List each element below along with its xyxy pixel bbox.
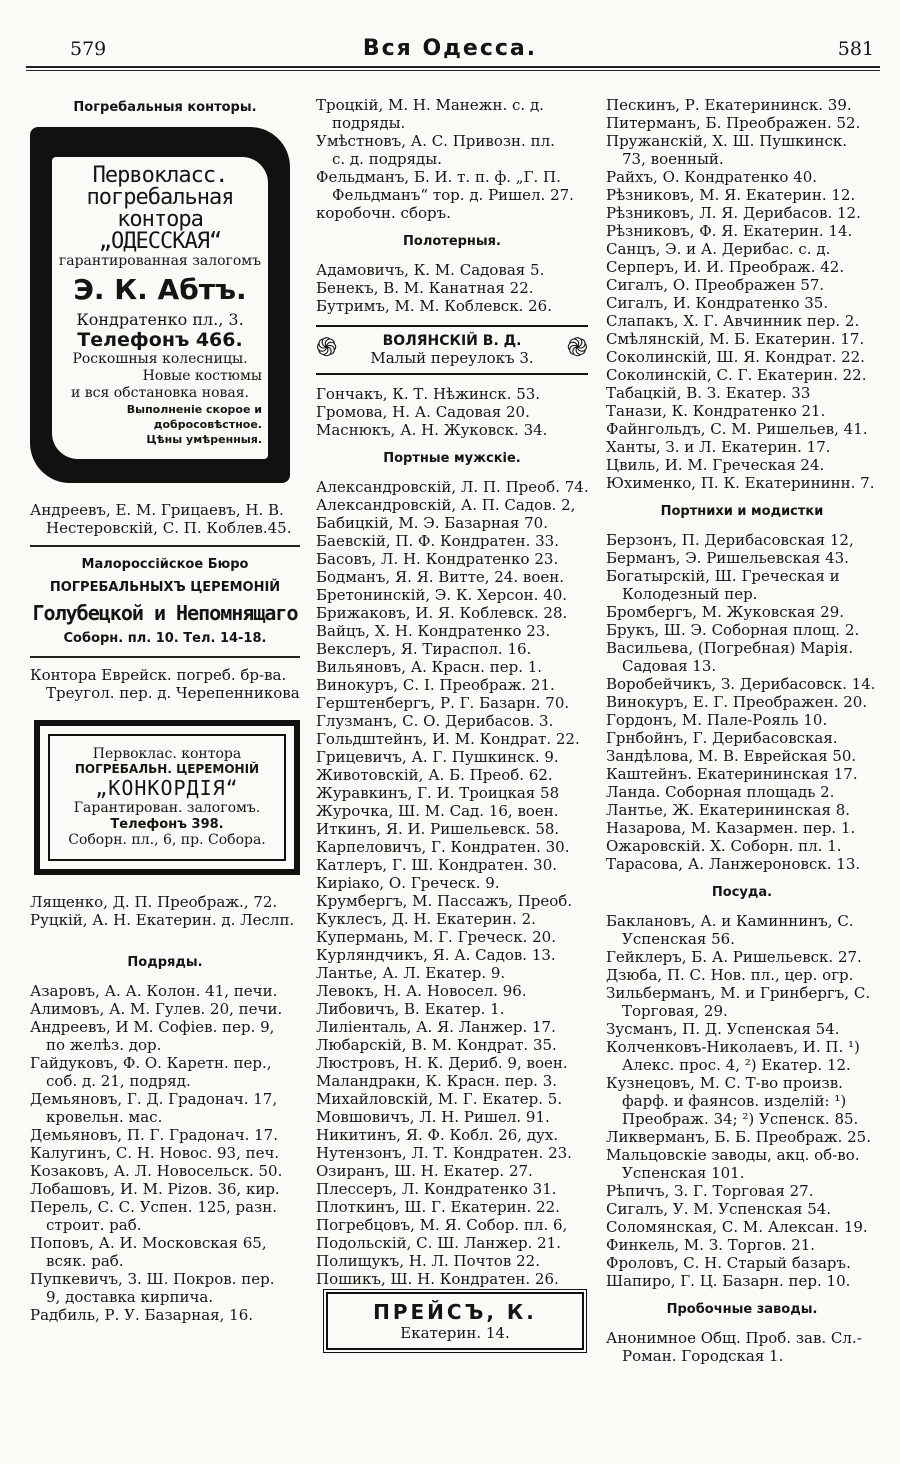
list-item: Азаровъ, А. А. Колон. 41, печи. (30, 982, 278, 1000)
list-item: Сигалъ, О. Преображен 57. (606, 276, 825, 294)
advert-line: Роскошныя колесницы. (72, 351, 248, 367)
list-item: Соломянская, С. М. Алексан. 19. (606, 1218, 868, 1236)
list-item: Успенская 101. (622, 1164, 745, 1182)
header-rule (26, 66, 880, 68)
list-item: Шапиро, Г. Ц. Базарн. пер. 10. (606, 1272, 851, 1290)
advert-phone: Телефонъ 398. (110, 817, 224, 832)
section-title: Подряды. (127, 955, 203, 970)
list-item: Люстровъ, Н. К. Дериб. 9, воен. (316, 1054, 568, 1072)
column-left (30, 96, 300, 1324)
list-item: Александровскій, Л. П. Преоб. 74. (316, 478, 589, 496)
list-item: Демьяновъ, Г. Д. Градонач. 17, (30, 1090, 278, 1108)
tailors-list-cont (606, 96, 878, 492)
list-item: Фельдманъ“ тор. д. Ришел. 27. (332, 186, 574, 204)
advert-line: Гарантирован. залогомъ. (73, 800, 261, 816)
list-item: Пружанскій, Х. Ш. Пушкинск. (606, 132, 847, 150)
list-item: Рѣзниковъ, Ф. Я. Екатерин. 14. (606, 222, 853, 240)
list-item: Танази, К. Кондратенко 21. (606, 402, 826, 420)
list-item: Курляндчикъ, Я. А. Садов. 13. (316, 946, 556, 964)
list-item: Серперъ, И. И. Преображ. 42. (606, 258, 845, 276)
advert-name: ВОЛЯНСКІЙ В. Д. (382, 333, 522, 349)
list-item: Брукъ, Ш. Э. Соборная площ. 2. (606, 621, 860, 639)
advert-line: Выполненіе скорое и (126, 403, 262, 416)
list-item: Зандѣлова, М. В. Еврейская 50. (606, 747, 857, 765)
list-item: Ликверманъ, Б. Б. Преображ. 25. (606, 1128, 871, 1146)
list-item: Левокъ, Н. А. Новосел. 96. (316, 982, 527, 1000)
list-item: Бенекъ, В. М. Канатная 22. (316, 279, 534, 297)
section-title: Полотерныя. (403, 234, 501, 249)
list-item: Глузманъ, С. О. Дерибасов. 3. (316, 712, 554, 730)
list-item: Адамовичъ, К. М. Садовая 5. (316, 261, 545, 279)
list-item: Питерманъ, Б. Преображен. 52. (606, 114, 861, 132)
list-item: Михайловскій, М. Г. Екатер. 5. (316, 1090, 563, 1108)
dishes-list (606, 912, 878, 1290)
list-item: Рѣпичъ, З. Г. Торговая 27. (606, 1182, 814, 1200)
list-item: Ланда. Соборная площадь 2. (606, 783, 835, 801)
floor-polishers-list-cont (316, 385, 588, 439)
advert-address: Кондратенко пл., 3. (76, 310, 244, 329)
section-title: Посуда. (711, 885, 773, 900)
list-item: Перель, С. С. Успен. 125, разн. (30, 1198, 278, 1216)
list-item: Калугинъ, С. Н. Новос. 93, печ. (30, 1144, 280, 1162)
advert-name: Э. К. Абтъ. (73, 273, 247, 306)
bureau-line: ПОГРЕБАЛЬНЫХЪ ЦЕРЕМОНІЙ (49, 580, 281, 595)
list-item: Лобашовъ, И. М. Рizов. 36, кир. (30, 1180, 280, 1198)
list-item: Контора Еврейск. погреб. бр-ва. (30, 666, 287, 684)
swirl-ornament-icon: ֍ (316, 333, 338, 363)
page-number-left: 579 (70, 38, 107, 60)
list-item: Фроловъ, С. Н. Старый базаръ. (606, 1254, 851, 1272)
list-item: Баклановъ, А. и Каминнинъ, С. (606, 912, 854, 930)
section-title: Портнихи и модистки (660, 504, 824, 519)
list-item: Ожаровскій. Х. Соборн. пл. 1. (606, 837, 842, 855)
page-number-right: 581 (837, 38, 874, 60)
list-item: Козаковъ, А. Л. Новосельск. 50. (30, 1162, 283, 1180)
list-item: Погребцовъ, М. Я. Собор. пл. 6, (316, 1216, 568, 1234)
section-title: Пробочные заводы. (666, 1302, 818, 1317)
list-item: Вайцъ, Х. Н. Кондратенко 23. (316, 622, 551, 640)
list-item: Александровскій, А. П. Садов. 2, (316, 496, 576, 514)
list-item: Катлеръ, Г. Ш. Кондратен. 30. (316, 856, 558, 874)
list-item: Колченковъ-Николаевъ, И. П. ¹) (606, 1038, 860, 1056)
list-item: подряды. (332, 114, 406, 132)
tailors-list (316, 478, 588, 1288)
list-item: Берзонъ, П. Дерибасовская 12, (606, 531, 854, 549)
list-item: Басовъ, Л. Н. Кондратенко 23. (316, 550, 559, 568)
divider (30, 656, 300, 658)
list-item: Нутензонъ, Л. Т. Кондратен. 23. (316, 1144, 572, 1162)
list-item: Санцъ, Э. и А. Дерибас. с. д. (606, 240, 831, 258)
list-item: Мальцовскіе заводы, акц. об-во. (606, 1146, 860, 1164)
list-item: Грнбойнъ, Г. Дерибасовская. (606, 729, 838, 747)
advert-preis (326, 1292, 584, 1350)
list-item: Каштейнъ. Екатерининская 17. (606, 765, 858, 783)
list-item: Лиліенталь, А. Я. Ланжер. 17. (316, 1018, 556, 1036)
list-item: Анонимное Общ. Проб. зав. Сл.- (606, 1329, 862, 1347)
list-item: Берманъ, Э. Ришельевская 43. (606, 549, 849, 567)
column-right (606, 96, 878, 1365)
list-item: 73, военный. (622, 150, 724, 168)
list-item: Громова, Н. А. Садовая 20. (316, 403, 530, 421)
list-item: Плоткинъ, Ш. Г. Екатерин. 22. (316, 1198, 560, 1216)
list-item: Винокуръ, С. І. Преображ. 21. (316, 676, 555, 694)
list-item: Брижаковъ, И. Я. Коблевск. 28. (316, 604, 568, 622)
list-item: Рѣзниковъ, Л. Я. Дерибасов. 12. (606, 204, 861, 222)
list-item: Пескинъ, Р. Екатерининск. 39. (606, 96, 852, 114)
list-item: Андреевъ, Е. М. Грицаевъ, Н. В. (30, 501, 284, 519)
list-item: Иткинъ, Я. И. Ришельевск. 58. (316, 820, 560, 838)
list-item: Пупкевичъ, З. Ш. Покров. пер. (30, 1270, 275, 1288)
list-item: Руцкій, А. Н. Екатерин. д. Леслп. (30, 911, 295, 929)
contracts-list (30, 982, 300, 1324)
list-item: Гольдштейнъ, И. М. Кондрат. 22. (316, 730, 580, 748)
swirl-ornament-icon: ֎ (566, 333, 588, 363)
list-item: Маснюкъ, А. Н. Жуковск. 34. (316, 421, 548, 439)
list-item: Назарова, М. Казармен. пер. 1. (606, 819, 856, 837)
list-item: Куклесъ, Д. Н. Екатерин. 2. (316, 910, 536, 928)
list-item: Успенская 56. (622, 930, 735, 948)
column-middle (316, 96, 588, 1350)
list-item: Демьяновъ, П. Г. Градонач. 17. (30, 1126, 278, 1144)
list-item: Любарскій, В. М. Кондрат. 35. (316, 1036, 557, 1054)
list-item: Гейклеръ, Б. А. Ришельевск. 27. (606, 948, 862, 966)
advert-line: ПОГРЕБАЛЬН. ЦЕРЕМОНІЙ (74, 762, 260, 776)
list-item: Радбиль, Р. У. Базарная, 16. (30, 1306, 254, 1324)
list-item: Баевскій, П. Ф. Кондратен. 33. (316, 532, 559, 550)
list-item: коробочн. сборъ. (316, 204, 451, 222)
list-item: Финкель, М. З. Торгов. 21. (606, 1236, 816, 1254)
list-item: Андреевъ, И М. Софіев. пер. 9, (30, 1018, 275, 1036)
section-title: Портные мужскіе. (383, 451, 521, 466)
list-item: Маландракн, К. Красн. пер. 3. (316, 1072, 558, 1090)
list-item: по желѣз. дор. (46, 1036, 162, 1054)
list-item: Грицевичъ, А. Г. Пушкинск. 9. (316, 748, 559, 766)
list-item: Лантье, Ж. Екатерининская 8. (606, 801, 851, 819)
list-item: с. д. подряды. (332, 150, 442, 168)
list-item: кровельн. мас. (46, 1108, 163, 1126)
list-item: Озиранъ, Ш. Н. Екатер. 27. (316, 1162, 533, 1180)
list-item: Фельдманъ, Б. И. т. п. ф. „Г. П. (316, 168, 561, 186)
advert-name: ПРЕЙСЪ, К. (373, 1300, 537, 1324)
list-item: Вильяновъ, А. Красн. пер. 1. (316, 658, 543, 676)
list-item: Поповъ, А. И. Московская 65, (30, 1234, 267, 1252)
list-item: Герштенбергъ, Р. Г. Базарн. 70. (316, 694, 570, 712)
advert-konkordia (34, 720, 300, 875)
list-item: Смѣлянскій, М. Б. Екатерин. 17. (606, 330, 865, 348)
list-item: Векслеръ, Я. Тираспол. 16. (316, 640, 532, 658)
list-item: Гордонъ, М. Пале-Рояль 10. (606, 711, 828, 729)
list-item: всяк. раб. (46, 1252, 124, 1270)
list-item: Либовичъ, В. Екатер. 1. (316, 1000, 505, 1018)
list-item: Лантье, А. Л. Екатер. 9. (316, 964, 506, 982)
list-item: Воробейчикъ, З. Дерибасовск. 14. (606, 675, 876, 693)
list-item: Цвиль, И. М. Греческая 24. (606, 456, 825, 474)
list-item: Бабицкій, М. Э. Базарная 70. (316, 514, 548, 532)
list-item: Журавкинъ, Г. И. Троицкая 58 (316, 784, 560, 802)
list-item: Бодманъ, Я. Я. Витте, 24. воен. (316, 568, 565, 586)
list-item: Сигалъ, И. Кондратенко 35. (606, 294, 829, 312)
divider (30, 545, 300, 547)
advert-bureau (30, 557, 300, 646)
list-item: Соколинскій, Ш. Я. Кондрат. 22. (606, 348, 865, 366)
contracts-list-cont (316, 96, 588, 222)
list-item: Сигалъ, У. М. Успенская 54. (606, 1200, 832, 1218)
list-item: Юхименко, П. К. Екатерининн. 7. (606, 474, 875, 492)
list-item: Гайдуковъ, Ф. О. Каретн. пер., (30, 1054, 272, 1072)
list-item: Журочка, Ш. М. Сад. 16, воен. (316, 802, 559, 820)
list-item: Бромбергъ, М. Жуковская 29. (606, 603, 845, 621)
page-header (26, 34, 874, 64)
list-item: 9, доставка кирпича. (46, 1288, 214, 1306)
list-item: Рѣзниковъ, М. Я. Екатерин. 12. (606, 186, 856, 204)
list-item: соб. д. 21, подряд. (46, 1072, 191, 1090)
list-item: Пошикъ, Ш. Н. Кондратен. 26. (316, 1270, 559, 1288)
list-item: Полищукъ, Н. Л. Почтов 22. (316, 1252, 540, 1270)
list-item: Преображ. 34; ²) Успенск. 85. (622, 1110, 859, 1128)
bureau-address: Соборн. пл. 10. Тел. 14-18. (63, 631, 267, 646)
list-item: Торговая, 29. (622, 1002, 728, 1020)
list-item: Никитинъ, Я. Ф. Кобл. 26, дух. (316, 1126, 559, 1144)
advert-line: контора „ОДЕССКАЯ“ (98, 207, 222, 254)
header-rule-thin (26, 70, 880, 71)
list-item: Зусманъ, П. Д. Успенская 54. (606, 1020, 840, 1038)
list-item: Тарасова, А. Ланжероновск. 13. (606, 855, 861, 873)
list-item: Нестеровскій, С. П. Коблев.45. (46, 519, 292, 537)
list-item: Алимовъ, А. М. Гулев. 20, печи. (30, 1000, 283, 1018)
list-item: Табацкій, В. З. Екатер. 33 (606, 384, 811, 402)
list-item: Винокуръ, Е. Г. Преображен. 20. (606, 693, 868, 711)
list-item: Бретонинскій, Э. К. Херсон. 40. (316, 586, 568, 604)
section-title: Погребальныя конторы. (73, 100, 257, 115)
list-item: Дзюба, П. С. Нов. пл., цер. огр. (606, 966, 854, 984)
list-item: Роман. Городская 1. (622, 1347, 784, 1365)
list-item: Зильберманъ, М. и Гринбергъ, С. (606, 984, 871, 1002)
advert-line: добросовѣстное. (153, 418, 262, 431)
list-item: Животовскій, А. Б. Преоб. 62. (316, 766, 553, 784)
advert-address: Соборн. пл., 6, пр. Собора. (68, 832, 266, 848)
advert-line: Первокласс. погребальная (86, 163, 234, 210)
list-item: Кузнецовъ, М. С. Т-во произв. (606, 1074, 843, 1092)
list-item: Треугол. пер. д. Черепенникова (46, 684, 300, 702)
advert-address: Екатерин. 14. (400, 1324, 510, 1342)
advert-line: Новые костюмы (142, 368, 262, 384)
list-item: Бутримъ, М. М. Коблевск. 26. (316, 297, 552, 315)
list-item: Богатырскій, Ш. Греческая и (606, 567, 840, 585)
floor-polishers-list (316, 261, 588, 315)
list-item: Лященко, Д. П. Преображ., 72. (30, 893, 278, 911)
advert-volyanskiy (316, 325, 588, 375)
list-item: Райхъ, О. Кондратенко 40. (606, 168, 818, 186)
list-item: Киріако, О. Греческ. 9. (316, 874, 500, 892)
dressmakers-list (606, 531, 878, 873)
list-item: Плессеръ, Л. Кондратенко 31. (316, 1180, 557, 1198)
cork-factories-list (606, 1329, 878, 1365)
list-item: Слапакъ, Х. Г. Авчинник пер. 2. (606, 312, 860, 330)
list-item: Алекс. прос. 4, ²) Екатер. 12. (622, 1056, 851, 1074)
bureau-line: Малороссійское Бюро (81, 557, 249, 572)
list-item: Троцкій, М. Н. Манежн. с. д. (316, 96, 544, 114)
list-item: Крумбергъ, М. Пассажъ, Преоб. (316, 892, 573, 910)
bureau-name: Голубецкой и Непомнящаго (32, 601, 298, 625)
list-item: Умѣстновъ, А. С. Привозн. пл. (316, 132, 555, 150)
advert-address: Малый переулокъ 3. (370, 349, 534, 367)
list-item: Файнгольдъ, С. М. Ришельев, 41. (606, 420, 868, 438)
advert-line: гарантированная залогомъ (58, 253, 262, 269)
advert-name: „КОНКОРДІЯ“ (95, 776, 239, 800)
list-item: Карпеловичъ, Г. Кондратен. 30. (316, 838, 570, 856)
advert-odesskaya (30, 127, 290, 483)
list-item: Мовшовичъ, Л. Н. Ришел. 91. (316, 1108, 550, 1126)
advert-line: и вся обстановка новая. (70, 385, 250, 401)
list-item: Васильева, (Погребная) Марія. (606, 639, 854, 657)
advert-line: Первоклас. контора (92, 746, 242, 762)
list-item: Купермань, М. Г. Греческ. 20. (316, 928, 556, 946)
running-title: Вся Одесса. (362, 36, 538, 61)
list-item: Колодезный пер. (622, 585, 758, 603)
list-item: строит. раб. (46, 1216, 142, 1234)
list-item: Подольскій, С. Ш. Ланжер. 21. (316, 1234, 561, 1252)
advert-line: Цѣны умѣренныя. (146, 433, 262, 446)
list-item: Садовая 13. (622, 657, 717, 675)
list-item: фарф. и фаянсов. изделій: ¹) (622, 1092, 847, 1110)
advert-phone: Телефонъ 466. (77, 329, 243, 351)
list-item: Соколинскій, С. Г. Екатерин. 22. (606, 366, 867, 384)
list-item: Гончакъ, К. Т. Нѣжинск. 53. (316, 385, 541, 403)
list-item: Ханты, З. и Л. Екатерин. 17. (606, 438, 831, 456)
